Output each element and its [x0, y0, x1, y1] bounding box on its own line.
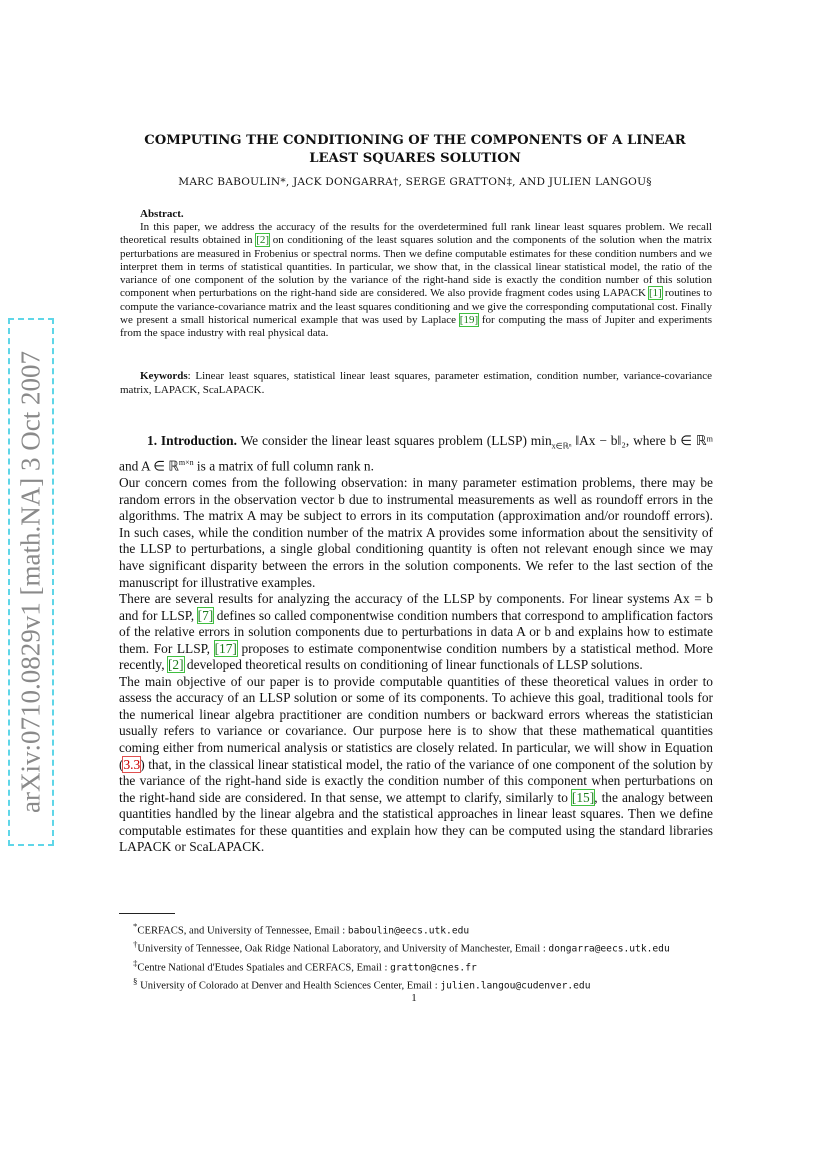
body-text: The main objective of our paper is to provide computable quantities of these theoretical values in order to assess the accuracy of an LLSP solution or some of its components. To achieve this goal, traditional tools for the numerical linear algebra practitioner are condition numbers or backward errors whereas the statistician usually refers to variance or covariance. Our purpose here is to show that these mathematical quantities coming either from numerical analysis or statistics are closely related. In particular, we will show in Equation (: [119, 673, 713, 772]
citation-link[interactable]: [19]: [459, 313, 479, 326]
abstract-text: for computing the mass of Jupiter and experiments from the space industry with real physical data.: [120, 313, 713, 339]
citation-link[interactable]: [17]: [214, 640, 237, 656]
footnote-4: [119, 975, 713, 993]
equation-link[interactable]: 3.3: [123, 756, 141, 772]
paper-title: [110, 132, 720, 168]
abstract-text: In this paper, we address the accuracy of the results for the overdetermined full rank linear least squares problem. We recall theoretical results obtained in: [120, 221, 712, 247]
title-line-2: LEAST SQUARES SOLUTION: [309, 151, 521, 166]
footnote-text: CERFACS, and University of Tennessee, Email :: [137, 925, 348, 937]
intro-paragraph-1: [119, 433, 713, 475]
section-heading: 1. Introduction.: [147, 433, 237, 448]
footnote-mark: ‡: [133, 957, 138, 968]
abstract: [120, 208, 712, 340]
footnote-text: University of Tennessee, Oak Ridge National Laboratory, and University of Manchester, Email :: [137, 943, 549, 955]
introduction-section: [119, 433, 713, 856]
body-text: developed theoretical results on conditioning of linear functionals of LLSP solutions.: [183, 657, 643, 673]
keywords-label: Keywords: [140, 370, 188, 382]
keywords: [120, 370, 712, 397]
keywords-text: : Linear least squares, statistical linear least squares, parameter estimation, condition number, variance-covariance matrix, LAPACK, ScaLAPACK.: [120, 370, 712, 396]
citation-link[interactable]: [1]: [649, 287, 662, 300]
math-subscript: x∈ℝⁿ: [551, 441, 572, 451]
citation-link[interactable]: [2]: [167, 657, 184, 673]
footnotes: [119, 920, 713, 993]
email-link[interactable]: dongarra@eecs.utk.edu: [548, 943, 670, 955]
email-link[interactable]: julien.langou@cudenver.edu: [440, 980, 591, 992]
intro-paragraph-3: [119, 591, 713, 674]
intro-paragraph-2: Our concern comes from the following observation: in many parameter estimation problems, there may be random errors in the observation vector b due to instrumental measurements as well as roundoff errors in the algorithms. The matrix A may be subject to errors in its computation (approximation and/or roundoff errors). In such cases, while the condition number of the matrix A provides some information about the sensitivity of the LLSP to perturbations, a single global conditioning quantity is often not relevant enough since we may have significant disparity between the errors in the solution components. We refer to the last section of the manuscript for illustrative examples.: [119, 475, 713, 590]
body-text: is a matrix of full column rank n.: [193, 458, 374, 474]
footnote-1: [119, 920, 713, 938]
author-list: MARC BABOULIN*, JACK DONGARRA†, SERGE GRATTON‡, AND JULIEN LANGOU§: [178, 176, 652, 188]
abstract-text: routines to compute the variance-covariance matrix and the least squares conditioning and we give the corresponding computational cost. Finally we present a small historical numerical example that was used by Laplace: [120, 287, 712, 326]
body-text: ‖Ax − b‖₂, where b ∈ ℝᵐ and A ∈ ℝ: [119, 433, 713, 474]
citation-link[interactable]: [15]: [571, 789, 595, 805]
title-line-1: COMPUTING THE CONDITIONING OF THE COMPONENTS OF A LINEAR: [144, 133, 686, 148]
footnote-text: University of Colorado at Denver and Health Sciences Center, Email :: [137, 980, 441, 992]
footnote-2: [119, 938, 713, 956]
footnote-text: Centre National d'Etudes Spatiales and CERFACS, Email :: [137, 962, 391, 974]
body-text: ) that, in the classical linear statistical model, the ratio of the variance of one component of the solution by the variance of the right-hand side is exactly the condition number of this component when perturbations on the right-hand side are considered. In that sense, we attempt to clarify, similarly to: [119, 756, 713, 805]
arxiv-identifier-box[interactable]: [8, 318, 54, 846]
footnote-mark: †: [133, 939, 138, 950]
footnote-mark: §: [133, 975, 138, 986]
body-text: We consider the linear least squares problem (LLSP) min: [236, 433, 552, 448]
citation-link[interactable]: [7]: [197, 607, 214, 623]
footnote-mark: *: [133, 921, 138, 931]
math-superscript: m×n: [178, 458, 194, 468]
body-text: proposes to estimate componentwise condition numbers by a statistical method. More recently,: [119, 640, 713, 673]
page-number: 1: [411, 992, 417, 1004]
abstract-text: on conditioning of the least squares solution and the components of the solution when the matrix perturbations are measured in Frobenius or spectral norms. Then we define computable estimates for these condition numbers and we interpret them in terms of statistical quantities. In particular, we show that, in the classical linear statistical model, the ratio of the variance of one component of the solution by the variance of the right-hand side is exactly the condition number of this solution component when perturbations on the right-hand side are considered. We also provide fragment codes using LAPACK: [120, 234, 712, 300]
footnote-rule: [119, 913, 175, 914]
citation-link[interactable]: [2]: [256, 234, 270, 247]
body-text: , the analogy between quantities handled by the linear algebra and the statistical approaches in linear least squares. Then we define computable estimates for these quantities and explain how they can be computed using the standard libraries LAPACK or ScaLAPACK.: [119, 789, 713, 855]
email-link[interactable]: baboulin@eecs.utk.edu: [347, 925, 470, 937]
body-text: There are several results for analyzing the accuracy of the LLSP by components. For linear systems Ax = b and for LLSP,: [119, 591, 713, 623]
abstract-heading: Abstract.: [140, 208, 184, 220]
body-text: defines so called componentwise condition numbers that correspond to amplification factors of the relative errors in solution components due to perturbations in data A or b and explains how to estimate them. For LLSP,: [119, 607, 713, 656]
footnote-3: [119, 957, 713, 975]
abstract-body: [120, 221, 712, 340]
email-link[interactable]: gratton@cnes.fr: [390, 962, 477, 974]
arxiv-identifier[interactable]: arXiv:0710.0829v1 [math.NA] 3 Oct 2007: [15, 351, 46, 813]
intro-paragraph-4: [119, 674, 713, 856]
